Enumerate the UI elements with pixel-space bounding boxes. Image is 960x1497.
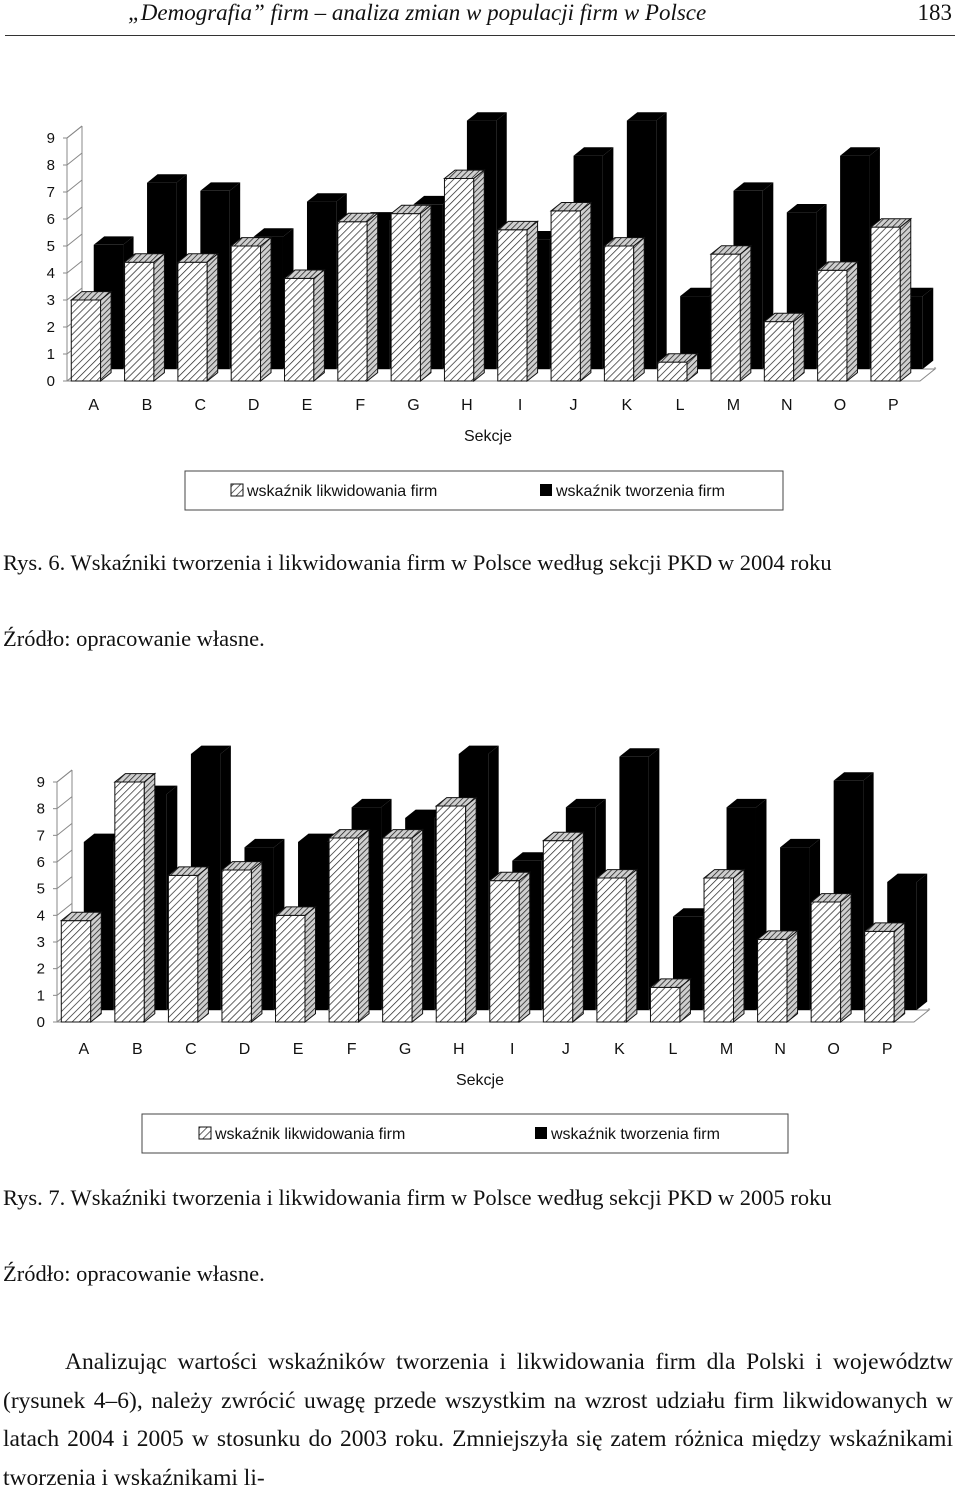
bar-likwidowania-H (444, 179, 473, 382)
y-tick-label: 1 (36, 987, 45, 1005)
bar-likwidowania-G (383, 838, 412, 1022)
bar-tworzenia-side-K (649, 748, 660, 1010)
category-group-P (871, 219, 933, 381)
bar-likwidowania-N (758, 939, 787, 1022)
bar-likwidowania-side-H (466, 798, 477, 1022)
y-tick-label: 3 (36, 934, 45, 951)
bar-likwidowania-M (711, 254, 740, 381)
x-tick-label: N (780, 397, 793, 414)
x-tick-label: H (452, 1041, 465, 1058)
y-tick-label: 8 (46, 157, 55, 174)
category-group-K (597, 748, 659, 1022)
bar-likwidowania-L (650, 987, 679, 1022)
page-number: 183 (917, 0, 952, 25)
y-tick-label: 2 (46, 319, 55, 336)
legend-label-likwidowania: wskaźnik likwidowania firm (215, 1126, 406, 1143)
y-tick-label: 6 (46, 211, 55, 228)
bar-likwidowania-side-C (207, 254, 218, 381)
y-tick-label: 3 (46, 292, 55, 309)
x-tick-label: N (774, 1041, 786, 1058)
bar-likwidowania-side-D (261, 238, 272, 381)
bar-likwidowania-side-F (359, 830, 370, 1022)
x-tick-label: M (719, 1041, 734, 1058)
bar-likwidowania-side-A (91, 912, 102, 1022)
bar-likwidowania-D (222, 870, 251, 1022)
bar-likwidowania-side-E (305, 907, 316, 1022)
x-tick-label: B (132, 1041, 143, 1058)
x-tick-label: P (881, 1041, 893, 1058)
y-tick-label: 5 (46, 238, 55, 255)
y-tick-diag (57, 770, 72, 782)
bar-likwidowania-side-J (580, 203, 591, 382)
x-tick-label: D (238, 1041, 251, 1058)
bar-likwidowania-side-P (894, 923, 905, 1022)
bar-likwidowania-side-O (847, 262, 858, 381)
figure-caption-2005 (3, 1181, 958, 1215)
figure-source-2004: Źródło: opracowanie własne. (3, 626, 265, 651)
bar-likwidowania-J (543, 841, 572, 1022)
caption-text: Wskaźniki tworzenia i likwidowania firm w Polsce według sekcji PKD w 2005 roku (70, 1185, 832, 1210)
category-group-K (604, 112, 666, 381)
bar-likwidowania-I (490, 881, 519, 1022)
y-tick-label: 0 (36, 1014, 45, 1031)
bar-likwidowania-F (338, 222, 367, 381)
bar-likwidowania-F (329, 838, 358, 1022)
y-tick-diag (57, 877, 72, 889)
y-tick-label: 4 (36, 907, 45, 925)
x-tick-label: C (194, 397, 207, 414)
caption-text: Wskaźniki tworzenia i likwidowania firm w Polsce według sekcji PKD w 2004 roku (70, 550, 832, 575)
bar-likwidowania-G (391, 214, 420, 381)
x-tick-label: M (726, 397, 741, 414)
bar-likwidowania-D (231, 246, 260, 381)
bar-likwidowania-C (168, 875, 197, 1022)
y-tick-label: 1 (46, 346, 55, 363)
figure-source-2005: Źródło: opracowanie własne. (3, 1261, 265, 1286)
bar-likwidowania-L (658, 362, 687, 381)
bar-likwidowania-side-G (420, 205, 431, 381)
x-tick-label: H (461, 397, 473, 414)
bar-likwidowania-side-B (154, 254, 165, 381)
bar-likwidowania-B (125, 262, 154, 381)
x-tick-label: I (517, 397, 523, 414)
x-tick-label: K (621, 397, 633, 414)
bar-likwidowania-I (498, 230, 527, 381)
x-tick-label: G (407, 397, 420, 414)
y-tick-diag (67, 126, 82, 138)
bar-likwidowania-P (871, 227, 900, 381)
y-tick-label: 7 (46, 184, 55, 201)
y-tick-label: 5 (36, 880, 45, 898)
x-tick-label: K (614, 1041, 625, 1058)
legend-label-likwidowania: wskaźnik likwidowania firm (247, 483, 438, 500)
x-tick-label: A (78, 1041, 90, 1058)
bar-likwidowania-C (178, 262, 207, 381)
x-tick-label: G (398, 1041, 412, 1058)
bar-likwidowania-M (704, 878, 733, 1022)
bar-likwidowania-E (285, 278, 314, 381)
bar-likwidowania-side-E (314, 270, 325, 381)
bar-likwidowania-side-J (573, 832, 584, 1022)
running-header (0, 0, 960, 36)
legend-swatch-likwidowania (231, 484, 243, 496)
y-tick-diag (67, 261, 82, 273)
x-tick-label: F (346, 1041, 357, 1058)
category-group-P (865, 874, 927, 1022)
bar-likwidowania-E (276, 915, 305, 1022)
x-tick-label: J (561, 1041, 570, 1058)
x-tick-label: P (888, 397, 899, 414)
y-tick-label: 2 (36, 960, 45, 978)
x-tick-label: I (510, 1041, 515, 1058)
y-tick-diag (57, 797, 72, 809)
x-tick-label: L (675, 397, 685, 414)
x-tick-label: J (569, 397, 578, 414)
bar-likwidowania-side-B (144, 774, 155, 1022)
x-tick-label: O (827, 1041, 840, 1058)
running-title: „Demografia” firm – analiza zmian w populacji firm w Polsce (128, 0, 707, 25)
chart-2004 (0, 95, 960, 520)
legend-swatch-tworzenia (535, 1127, 547, 1139)
bar-likwidowania-K (604, 246, 633, 381)
x-tick-label: E (301, 397, 313, 414)
bar-tworzenia-side-P (923, 288, 934, 369)
legend (142, 1114, 788, 1153)
y-tick-label: 9 (36, 774, 45, 791)
bar-likwidowania-side-A (101, 292, 112, 381)
bar-likwidowania-side-P (900, 219, 911, 381)
legend-swatch-likwidowania (199, 1127, 211, 1139)
bar-likwidowania-side-O (841, 894, 852, 1022)
legend-swatch-tworzenia (540, 484, 552, 496)
header-rule (5, 35, 955, 36)
x-axis-label: Sekcje (463, 428, 513, 445)
bar-likwidowania-side-D (251, 862, 262, 1022)
x-tick-label: O (833, 397, 847, 414)
bar-likwidowania-side-I (527, 221, 538, 381)
figure-caption-2004 (3, 546, 958, 580)
x-tick-label: A (88, 397, 99, 414)
bar-likwidowania-side-M (733, 870, 744, 1022)
body-text (3, 1343, 953, 1497)
x-tick-label: C (185, 1041, 197, 1058)
y-tick-label: 7 (36, 827, 45, 845)
chart-2005 (0, 740, 960, 1160)
bar-likwidowania-O (818, 270, 847, 381)
y-tick-label: 9 (46, 130, 55, 147)
bar-likwidowania-side-G (412, 830, 423, 1022)
y-tick-diag (67, 180, 82, 192)
caption-label: Rys. 7. (3, 1185, 66, 1210)
y-tick-label: 0 (46, 373, 55, 390)
bar-likwidowania-side-N (787, 931, 798, 1022)
x-tick-label: F (355, 397, 366, 414)
bar-likwidowania-side-K (634, 238, 645, 381)
bar-likwidowania-H (436, 806, 465, 1022)
legend-label-tworzenia: wskaźnik tworzenia firm (556, 483, 725, 500)
bar-likwidowania-side-M (740, 246, 751, 381)
bar-likwidowania-J (551, 211, 580, 381)
caption-label: Rys. 6. (3, 550, 66, 575)
y-tick-diag (67, 234, 82, 246)
body-paragraph: Analizując wartości wskaźników tworzenia i likwidowania firm dla Polski i województw (rysunek 4–6), należy zwrócić uwagę przede wszystkim na wzrost udziału firm likwidowanych w latach 2004 i 2005 w stosunku do 2003 roku. Zmniejszyła się zatem różnica między wskaźnikami tworzenia i wskaźnikami li- (3, 1349, 953, 1491)
x-tick-label: E (292, 1041, 304, 1058)
bar-likwidowania-side-N (794, 313, 805, 381)
y-tick-label: 4 (46, 265, 55, 282)
legend (185, 471, 783, 510)
x-tick-label: L (668, 1041, 678, 1058)
y-tick-diag (67, 207, 82, 219)
bar-likwidowania-P (865, 931, 894, 1022)
y-tick-label: 8 (36, 800, 45, 818)
y-tick-diag (57, 823, 72, 835)
y-tick-diag (57, 850, 72, 862)
legend-label-tworzenia: wskaźnik tworzenia firm (551, 1126, 720, 1143)
x-tick-label: D (247, 397, 260, 414)
bar-likwidowania-side-F (367, 213, 378, 381)
bar-likwidowania-N (764, 322, 793, 381)
bar-likwidowania-side-I (519, 872, 530, 1022)
bar-likwidowania-B (115, 782, 144, 1022)
bar-likwidowania-A (71, 300, 100, 381)
bar-tworzenia-side-P (917, 874, 928, 1010)
bar-likwidowania-side-K (626, 870, 637, 1022)
y-tick-diag (67, 153, 82, 165)
bar-tworzenia-side-K (656, 112, 667, 369)
x-axis-label: Sekcje (455, 1072, 505, 1089)
bar-likwidowania-A (61, 921, 90, 1022)
bar-likwidowania-side-H (474, 170, 485, 381)
bar-likwidowania-K (597, 878, 626, 1022)
bar-likwidowania-side-C (198, 867, 209, 1022)
x-tick-label: B (141, 397, 153, 414)
y-tick-label: 6 (36, 854, 45, 871)
bar-likwidowania-O (811, 902, 840, 1022)
